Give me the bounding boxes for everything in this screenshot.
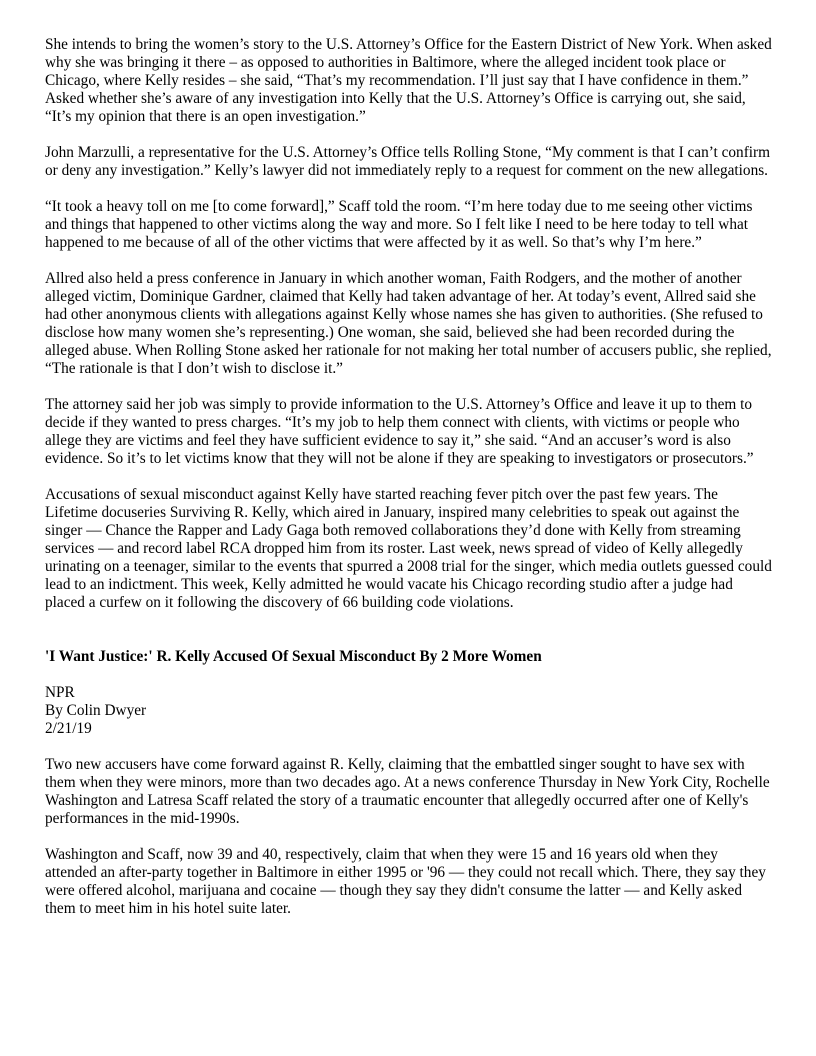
body-paragraph: John Marzulli, a representative for the U.S. Attorney’s Office tells Rolling Stone, “My comment is that I can’t confirm or deny any investigation.” Kelly’s lawyer did not immediately reply to a request for comment on the new allegations. bbox=[45, 144, 771, 179]
publish-date: 2/21/19 bbox=[45, 720, 92, 737]
body-paragraph: She intends to bring the women’s story to the U.S. Attorney’s Office for the Eastern District of New York. When asked why she was bringing it there – as opposed to authorities in Baltimore, where the alleged incident took place or Chicago, where Kelly resides – she said, “That’s my recommendation. I’ll just say that I have confidence in them.” Asked whether she’s aware of any investigation into Kelly that the U.S. Attorney’s Office is carrying out, she said, “It’s my opinion that there is an open investigation.” bbox=[45, 36, 772, 125]
body-paragraph: Two new accusers have come forward against R. Kelly, claiming that the embattled singer sought to have sex with them when they were minors, more than two decades ago. At a news conference Thursday in New York City, Rochelle Washington and Latresa Scaff related the story of a traumatic encounter that allegedly occurred after one of Kelly's performances in the mid-1990s. bbox=[45, 756, 770, 827]
outlet-name: NPR bbox=[45, 684, 75, 701]
byline bbox=[45, 684, 773, 738]
body-paragraph: Washington and Scaff, now 39 and 40, respectively, claim that when they were 15 and 16 years old when they attended an after-party together in Baltimore in either 1995 or '96 — they could not recall which. There, they say they were offered alcohol, marijuana and cocaine — though they say they didn't consume the latter — and Kelly asked them to meet him in his hotel suite later. bbox=[45, 846, 766, 917]
author-name: By Colin Dwyer bbox=[45, 702, 147, 719]
document-page bbox=[45, 36, 773, 936]
body-paragraph: The attorney said her job was simply to provide information to the U.S. Attorney’s Office and leave it up to them to decide if they wanted to press charges. “It’s my job to help them connect with clients, with victims or people who allege they are victims and feel they have sufficient evidence to say it,” she said. “And an accuser’s word is also evidence. So it’s to let victims know that they will not be alone if they are speaking to investigators or prosecutors.” bbox=[45, 396, 754, 467]
body-paragraph: Allred also held a press conference in January in which another woman, Faith Rodgers, and the mother of another alleged victim, Dominique Gardner, claimed that Kelly had taken advantage of her. At today’s event, Allred said she had other anonymous clients with allegations against Kelly whose names she has given to authorities. (She refused to disclose how many women she’s representing.) One woman, she said, believed she had been recorded during the alleged abuse. When Rolling Stone asked her rationale for not making her total number of accusers public, she replied, “The rationale is that I don’t wish to disclose it.” bbox=[45, 270, 772, 377]
body-paragraph: Accusations of sexual misconduct against Kelly have started reaching fever pitch over the past few years. The Lifetime docuseries Surviving R. Kelly, which aired in January, inspired many celebrities to speak out against the singer — Chance the Rapper and Lady Gaga both removed collaborations they’d done with Kelly from streaming services — and record label RCA dropped him from its roster. Last week, news spread of video of Kelly allegedly urinating on a teenager, similar to the events that spurred a 2008 trial for the singer, which media outlets guessed could lead to an indictment. This week, Kelly admitted he would vacate his Chicago recording studio after a judge had placed a curfew on it following the discovery of 66 building code violations. bbox=[45, 486, 772, 611]
article-title: 'I Want Justice:' R. Kelly Accused Of Sexual Misconduct By 2 More Women bbox=[45, 648, 542, 665]
body-paragraph: “It took a heavy toll on me [to come forward],” Scaff told the room. “I’m here today due to me seeing other victims and things that happened to other victims along the way and more. So I felt like I need to be here today to tell what happened to me because of all of the other victims that were affected by it as well. So that’s why I’m here.” bbox=[45, 198, 753, 251]
